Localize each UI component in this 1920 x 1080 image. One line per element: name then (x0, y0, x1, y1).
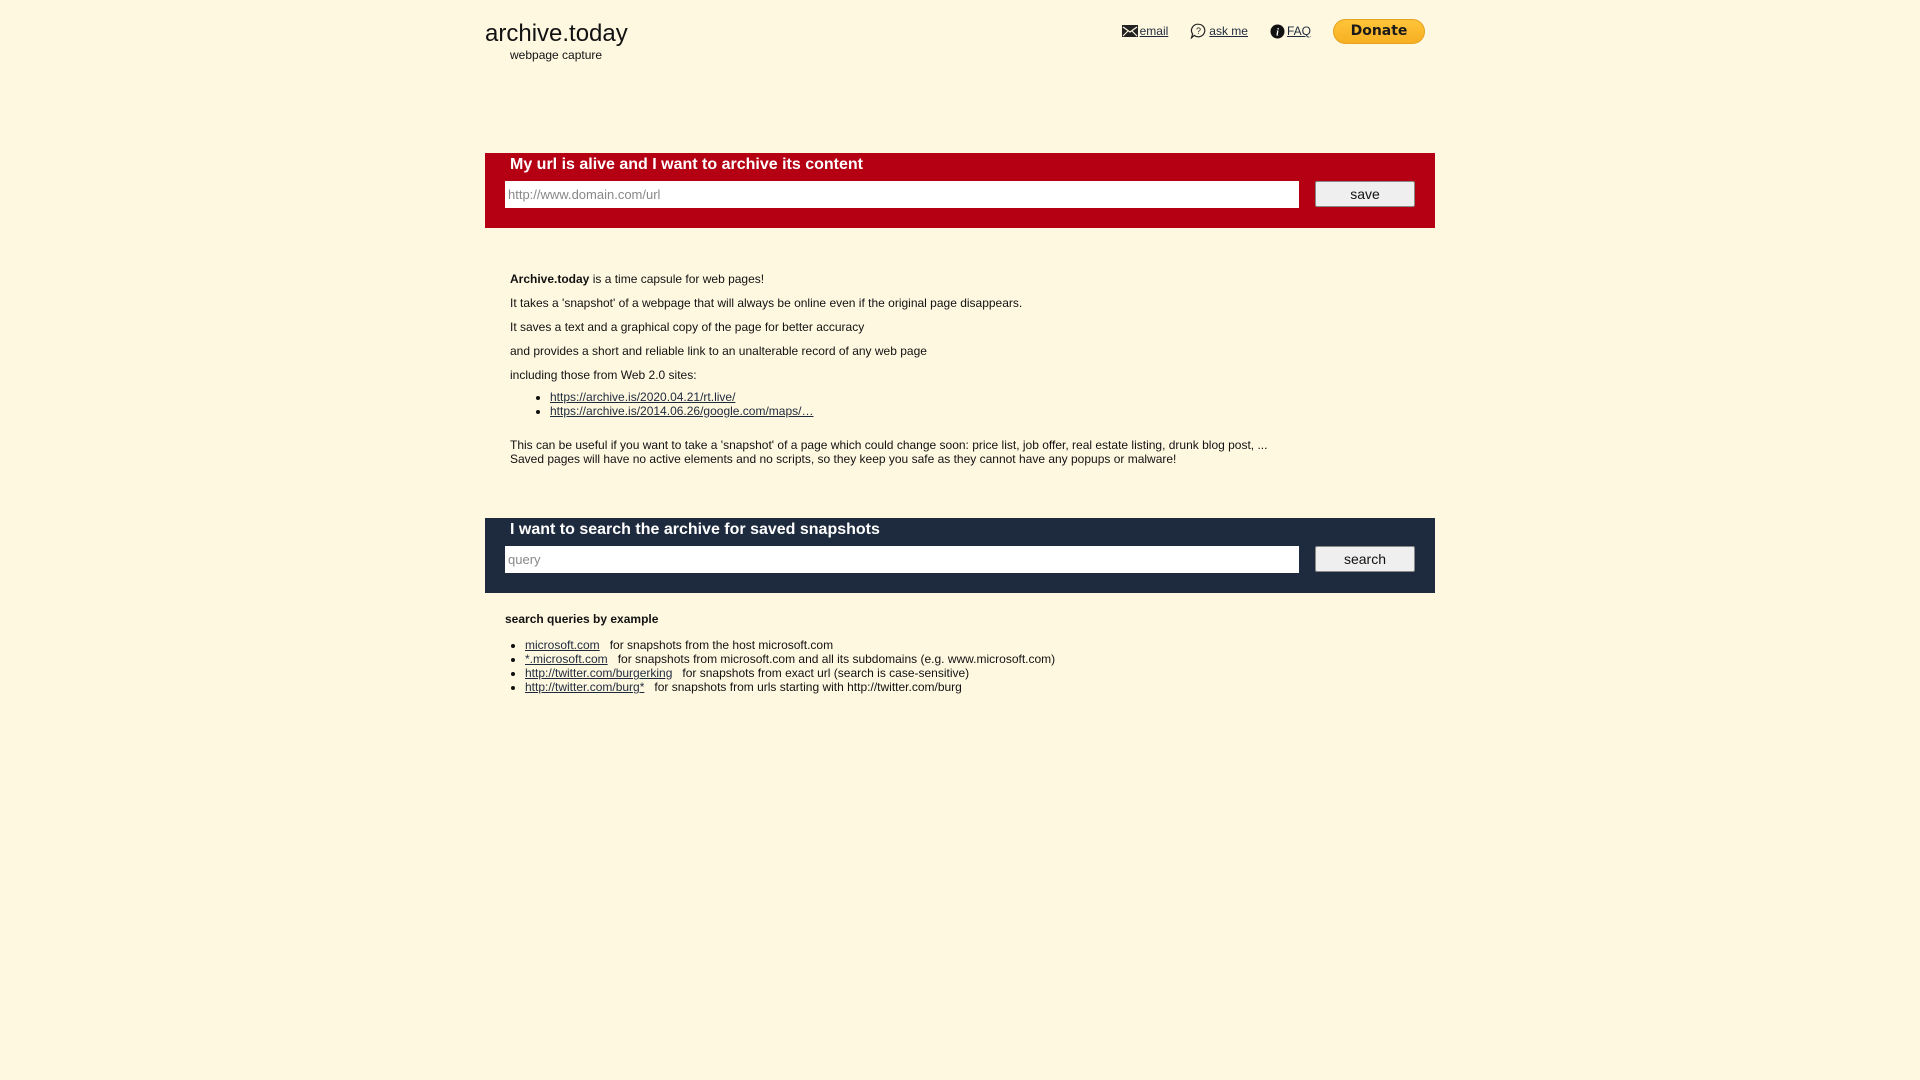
svg-text:?: ? (1196, 26, 1202, 36)
example-query-link[interactable]: http://twitter.com/burgerking (525, 666, 673, 680)
about-line-4: and provides a short and reliable link to an unalterable record of any web page (510, 344, 927, 358)
header (485, 18, 1435, 68)
about-line-2: It takes a 'snapshot' of a webpage that will always be online even if the original page disappears. (510, 296, 1023, 310)
faq-link-label: FAQ (1286, 24, 1311, 38)
list-item (525, 680, 1055, 694)
example-link-2[interactable]: https://archive.is/2014.06.26/google.com/maps/… (550, 404, 814, 418)
list-item (525, 638, 1055, 652)
example-link-1[interactable]: https://archive.is/2020.04.21/rt.live/ (550, 390, 736, 404)
list-item (550, 404, 1267, 418)
example-query-desc: for snapshots from the host microsoft.com (609, 638, 834, 652)
about-note-1: This can be useful if you want to take a 'snapshot' of a page which could change soon: price list, job offer, real estate listing, drunk blog post, ... (510, 438, 1268, 452)
donate-button[interactable]: Donate (1333, 19, 1425, 44)
about-line-5: including those from Web 2.0 sites: (510, 368, 697, 382)
envelope-icon (1122, 25, 1138, 37)
svg-text:i: i (1276, 27, 1279, 38)
search-examples (505, 612, 1055, 694)
email-link-label: email (1139, 24, 1169, 38)
archive-panel (485, 153, 1435, 228)
example-query-link[interactable]: http://twitter.com/burg* (525, 680, 645, 694)
top-links (1122, 18, 1435, 44)
url-input[interactable] (505, 181, 1299, 208)
example-query-desc: for snapshots from urls starting with http://twitter.com/burg (654, 680, 962, 694)
save-button[interactable]: save (1315, 181, 1415, 207)
search-button[interactable]: search (1315, 546, 1415, 572)
about-section (510, 272, 1267, 466)
question-bubble-icon (1190, 23, 1207, 39)
about-note (510, 438, 1267, 466)
about-line-1 (510, 272, 1267, 286)
site-title[interactable]: archive.today (485, 20, 628, 47)
site-subtitle: webpage capture (510, 48, 603, 62)
search-examples-list (505, 638, 1055, 694)
example-links-list (510, 390, 1267, 418)
info-icon (1270, 24, 1285, 39)
faq-link[interactable] (1270, 24, 1311, 39)
about-line-3: It saves a text and a graphical copy of the page for better accuracy (510, 320, 865, 334)
example-query-desc: for snapshots from microsoft.com and all its subdomains (e.g. www.microsoft.com) (617, 652, 1056, 666)
search-panel (485, 518, 1435, 593)
example-query-link[interactable]: microsoft.com (525, 638, 600, 652)
about-note-2: Saved pages will have no active elements and no scripts, so they keep you safe as they cannot have any popups or malware! (510, 452, 1177, 466)
list-item (525, 666, 1055, 680)
about-brand: Archive.today (510, 272, 590, 286)
search-panel-title: I want to search the archive for saved snapshots (510, 521, 880, 538)
example-query-desc: for snapshots from exact url (search is case-sensitive) (682, 666, 970, 680)
search-input[interactable] (505, 546, 1299, 573)
ask-me-link[interactable] (1190, 23, 1248, 39)
example-query-link[interactable]: *.microsoft.com (525, 652, 608, 666)
ask-me-link-label: ask me (1209, 24, 1248, 38)
about-line-1-text: is a time capsule for web pages! (589, 272, 765, 286)
archive-panel-title: My url is alive and I want to archive its content (510, 156, 863, 173)
email-link[interactable] (1122, 24, 1169, 38)
list-item (550, 390, 1267, 404)
search-examples-heading: search queries by example (505, 612, 659, 626)
list-item (525, 652, 1055, 666)
